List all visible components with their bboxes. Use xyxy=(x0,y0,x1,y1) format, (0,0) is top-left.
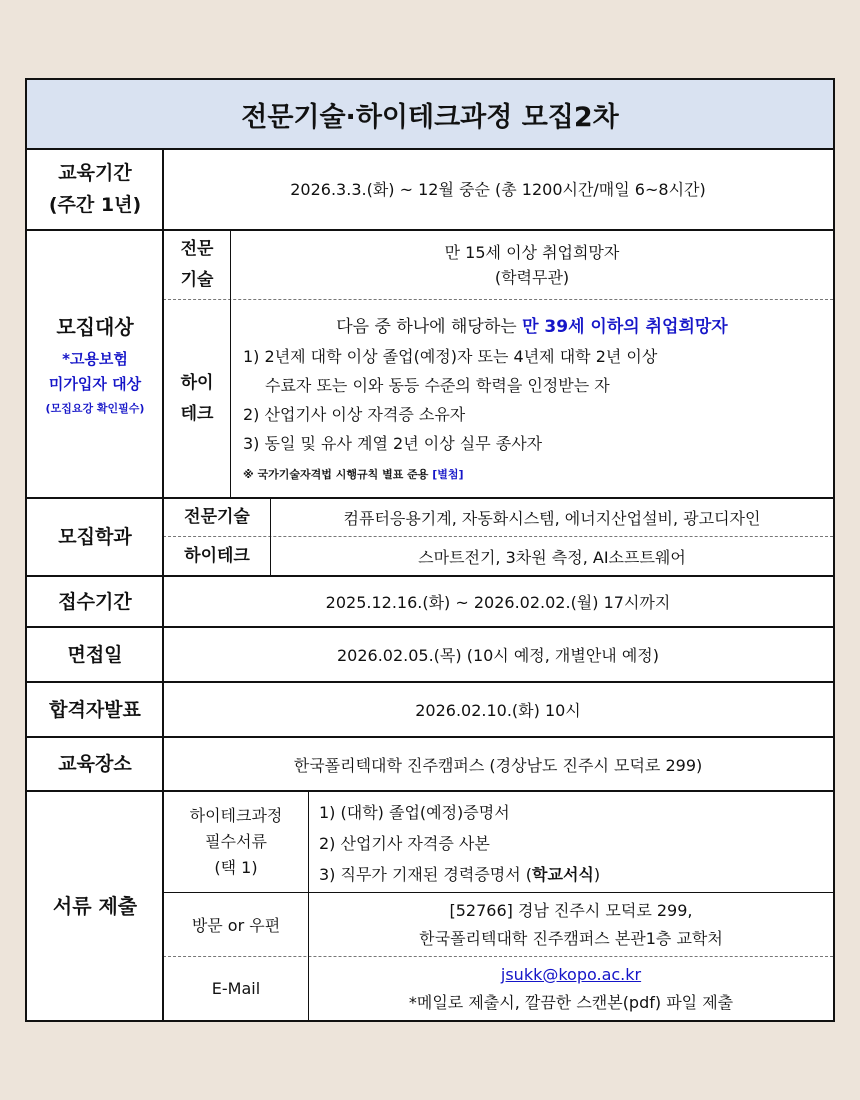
hitech-intro: 다음 중 하나에 해당하는 만 39세 이하의 취업희망자 xyxy=(336,317,728,337)
hitech-footnote: ※ 국가기술자격법 시행규칙 별표 준용 [별첨] xyxy=(243,468,464,481)
list-item: 1) 2년제 대학 이상 졸업(예정)자 또는 4년제 대학 2년 이상 xyxy=(243,347,658,366)
tech-dept-label: 전문기술 xyxy=(184,506,250,527)
application-value: 2025.12.16.(화) ~ 2026.02.02.(월) 17시까지 xyxy=(325,593,671,612)
location-label: 교육장소 xyxy=(58,753,132,775)
email-label: E-Mail xyxy=(211,979,261,998)
target-label: 모집대상 xyxy=(56,315,134,339)
application-label: 접수기간 xyxy=(58,590,132,613)
email-note: *메일로 제출시, 깔끔한 스캔본(pdf) 파일 제출 xyxy=(408,992,734,1012)
page-title: 전문기술·하이테크과정 모집2차 xyxy=(27,80,833,150)
visit-address: [52766] 경남 진주시 모덕로 299, 한국폴리텍대학 진주캠퍼스 본관1층 교학처 xyxy=(419,900,723,948)
hitech-target-value xyxy=(231,300,833,497)
column-divider xyxy=(270,499,271,575)
column-divider xyxy=(230,231,231,497)
target-note-small: (모집요강 확인필수) xyxy=(45,402,145,415)
hitech-dept-value: 스마트전기, 3차원 측정, AI소프트웨어 xyxy=(418,547,686,567)
announcement-value: 2026.02.10.(화) 10시 xyxy=(415,701,581,720)
required-docs-label: 하이테크과정 필수서류 (택 1) xyxy=(189,806,283,877)
target-label-cell: 모집대상 *고용보험 미가입자 대상 (모집요강 확인필수) xyxy=(27,231,163,497)
list-item: 3) 동일 및 유사 계열 2년 이상 실무 종사자 xyxy=(243,434,543,453)
list-item: 1) (대학) 졸업(예정)증명서 xyxy=(319,803,510,822)
hitech-criteria-list xyxy=(243,342,828,458)
documents-label: 서류 제출 xyxy=(52,894,138,918)
list-item: 3) 직무가 기재된 경력증명서 (학교서식) xyxy=(319,865,601,884)
tech-target-value: 만 15세 이상 취업희망자 (학력무관) xyxy=(444,243,620,287)
column-divider xyxy=(308,792,309,1020)
required-docs-list xyxy=(319,797,827,890)
visit-label: 방문 or 우편 xyxy=(191,916,281,935)
period-label: 교육기간 (주간 1년) xyxy=(48,161,142,216)
location-value: 한국폴리텍대학 진주캠퍼스 (경상남도 진주시 모덕로 299) xyxy=(293,755,703,775)
interview-value: 2026.02.05.(목) (10시 예정, 개별안내 예정) xyxy=(336,646,659,665)
list-item: 2) 산업기사 이상 자격증 소유자 xyxy=(243,405,466,424)
tech-dept-value: 컴퓨터응용기계, 자동화시스템, 에너지산업설비, 광고디자인 xyxy=(343,508,761,528)
recruitment-table xyxy=(25,78,835,1022)
list-item: 2) 산업기사 자격증 사본 xyxy=(319,834,490,853)
email-link[interactable]: jsukk@kopo.ac.kr xyxy=(500,964,642,984)
interview-label: 면접일 xyxy=(67,643,123,666)
announcement-label: 합격자발표 xyxy=(49,698,141,721)
list-item: 수료자 또는 이와 동등 수준의 학력을 인정받는 자 xyxy=(265,376,610,395)
column-divider xyxy=(162,148,164,1020)
tech-target-label: 전문 기술 xyxy=(180,239,214,290)
departments-label: 모집학과 xyxy=(58,526,132,548)
email-value-cell xyxy=(309,957,833,1020)
period-value: 2026.3.3.(화) ~ 12월 중순 (총 1200시간/매일 6~8시간) xyxy=(290,180,706,199)
target-note: *고용보험 xyxy=(62,350,128,368)
hitech-dept-label: 하이테크 xyxy=(184,545,250,566)
hitech-target-label: 하이 테크 xyxy=(180,372,214,424)
